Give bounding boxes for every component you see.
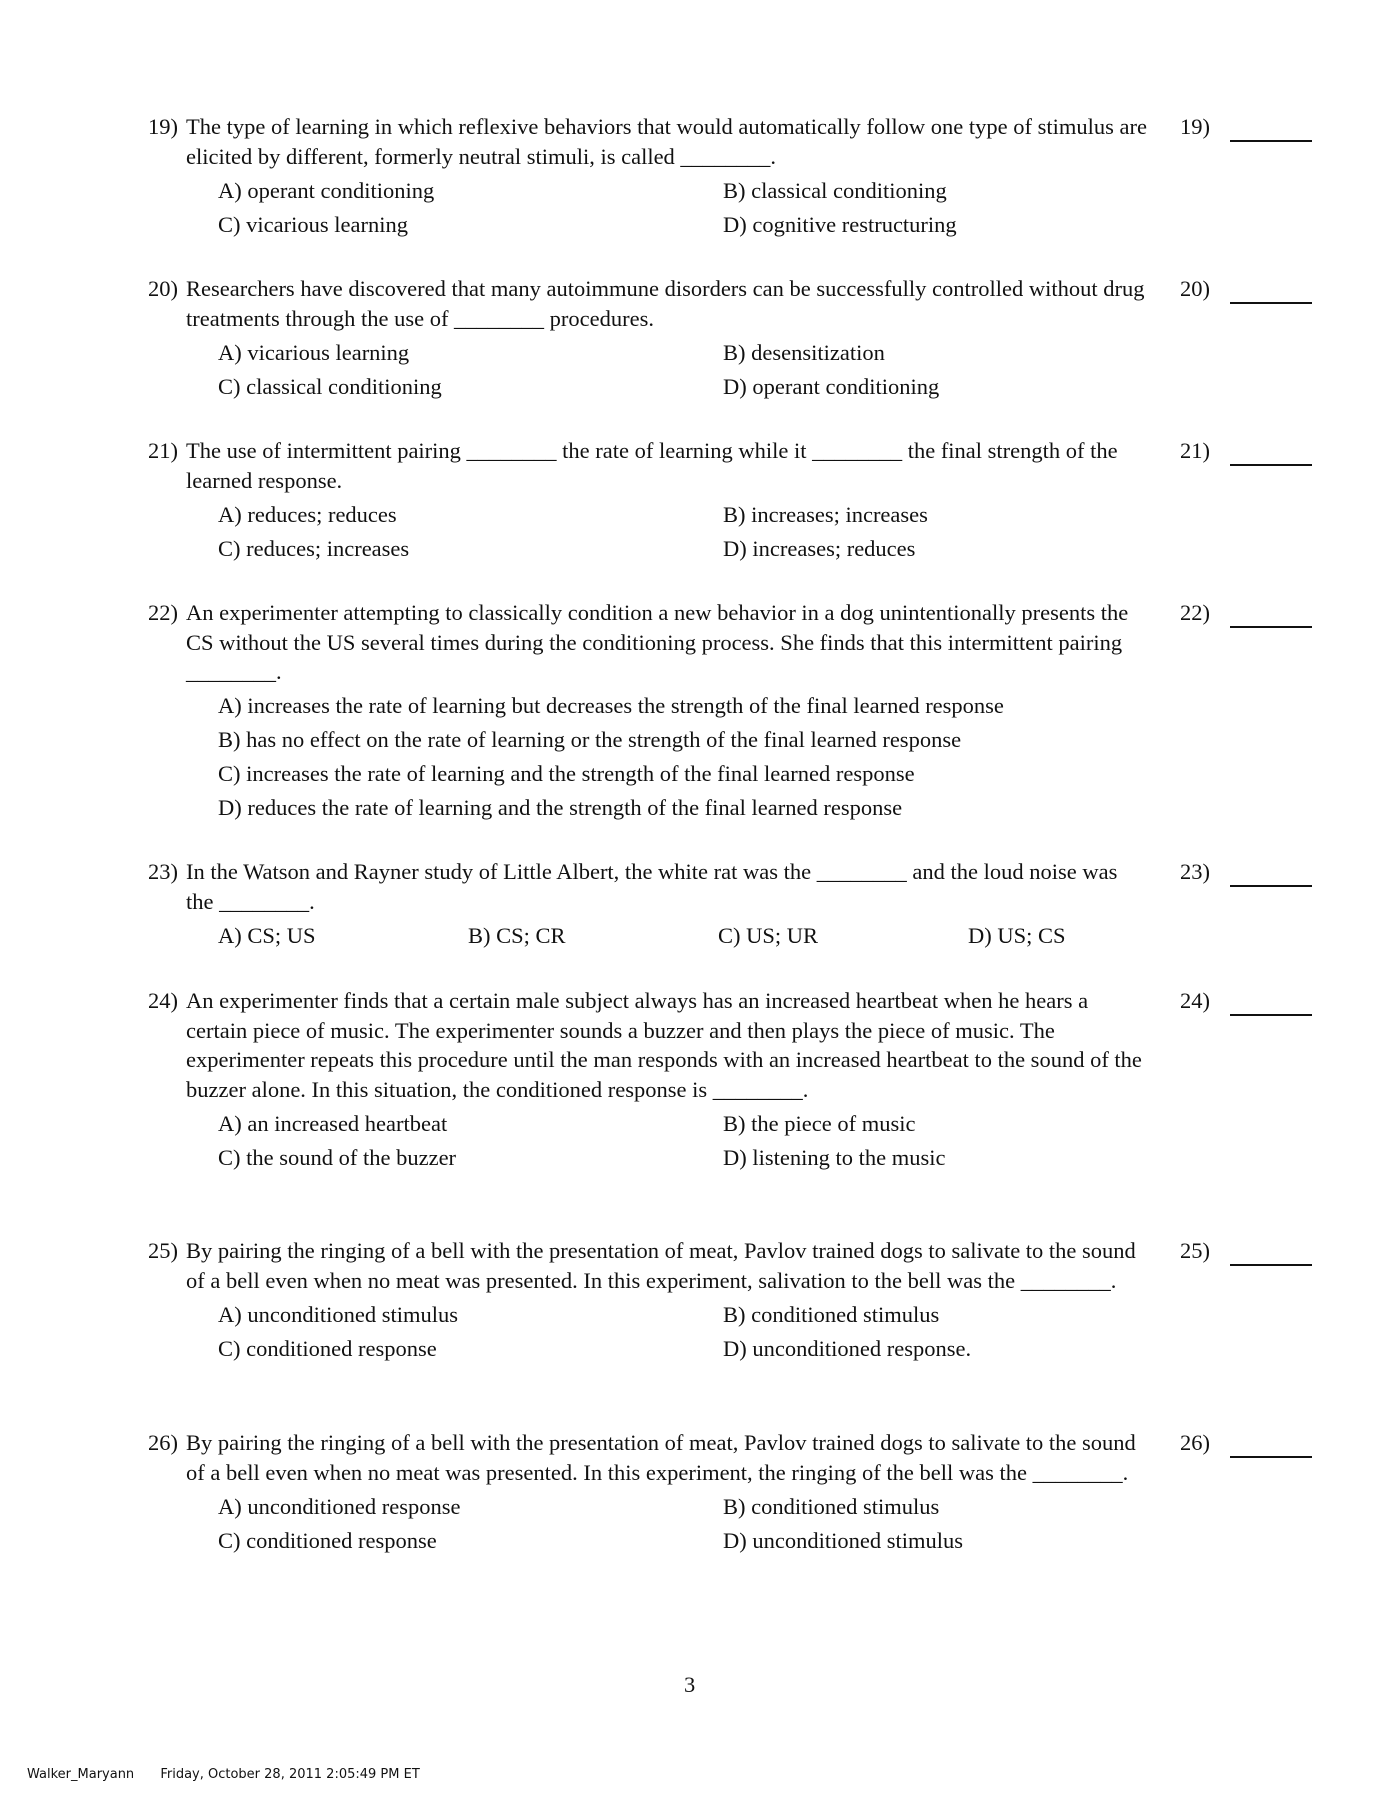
option-b: B) conditioned stimulus [723,1493,940,1519]
answer-blank-line[interactable] [1230,302,1312,304]
answer-blank-line[interactable] [1230,140,1312,142]
option-a: A) operant conditioning [218,177,435,203]
answer-blank-line[interactable] [1230,885,1312,887]
answer-slot-23[interactable] [1180,857,1210,887]
answer-number: 22) [1180,600,1210,625]
option-d: D) cognitive restructuring [723,211,957,237]
option-c: C) increases the rate of learning and the strength of the final learned response [218,761,915,786]
option-b: B) classical conditioning [723,177,947,203]
answer-blank-line[interactable] [1230,626,1312,628]
print-footer [27,1767,442,1782]
question-stem: By pairing the ringing of a bell with the presentation of meat, Pavlov trained dogs to salivate to the sound of a bell even when no meat was presented. In this experiment, salivation to the bell was the ________. [186,1238,1136,1293]
answer-slot-19[interactable] [1180,112,1210,142]
option-d: D) increases; reduces [723,535,916,561]
question-stem: The type of learning in which reflexive behaviors that would automatically follow one type of stimulus are elicited by different, formerly neutral stimuli, is called ________. [186,114,1147,169]
answer-blank-line[interactable] [1230,1456,1312,1458]
question-stem: Researchers have discovered that many autoimmune disorders can be successfully controlled without drug treatments through the use of ________ procedures. [186,276,1145,331]
question-26 [148,1428,1148,1555]
question-21 [148,436,1148,563]
question-23 [148,857,1148,950]
answer-blank-line[interactable] [1230,1264,1312,1266]
option-b: B) desensitization [723,339,885,365]
option-c: C) the sound of the buzzer [218,1144,457,1170]
option-a: A) CS; US [218,922,316,948]
question-stem: An experimenter attempting to classically condition a new behavior in a dog unintentionally presents the CS without the US several times during the conditioning process. She finds that this intermittent pairing ________. [186,600,1129,684]
option-a: A) reduces; reduces [218,501,397,527]
answer-slot-25[interactable] [1180,1236,1210,1266]
option-c: C) US; UR [718,922,819,948]
footer-user: Walker_Maryann [27,1767,135,1782]
option-b: B) conditioned stimulus [723,1301,940,1327]
question-stem: In the Watson and Rayner study of Little Albert, the white rat was the ________ and the loud noise was the ________. [186,859,1118,914]
option-d: D) operant conditioning [723,373,940,399]
question-number: 21) [148,438,178,463]
page-number: 3 [684,1672,696,1697]
option-d: D) reduces the rate of learning and the strength of the final learned response [218,795,903,820]
question-24 [148,986,1148,1172]
option-b: B) has no effect on the rate of learning or the strength of the final learned response [218,727,962,752]
answer-number: 23) [1180,859,1210,884]
answer-slot-21[interactable] [1180,436,1210,466]
option-a: A) increases the rate of learning but decreases the strength of the final learned response [218,693,1004,718]
question-number: 25) [148,1238,178,1263]
answer-slot-20[interactable] [1180,274,1210,304]
option-a: A) unconditioned stimulus [218,1301,458,1327]
option-b: B) the piece of music [723,1110,916,1136]
answer-slot-24[interactable] [1180,986,1210,1016]
answer-blank-line[interactable] [1230,1014,1312,1016]
question-stem: By pairing the ringing of a bell with the presentation of meat, Pavlov trained dogs to salivate to the sound of a bell even when no meat was presented. In this experiment, the ringing of the bell was the ________. [186,1430,1136,1485]
question-22 [148,598,1148,823]
option-c: C) conditioned response [218,1335,437,1361]
answer-slot-26[interactable] [1180,1428,1210,1458]
answer-number: 20) [1180,276,1210,301]
option-b: B) increases; increases [723,501,928,527]
question-number: 20) [148,276,178,301]
answer-number: 19) [1180,114,1210,139]
question-number: 24) [148,988,178,1013]
question-stem: An experimenter finds that a certain male subject always has an increased heartbeat when he hears a certain piece of music. The experimenter sounds a buzzer and then plays the piece of music. The experimenter repeats this procedure until the man responds with an increased heartbeat to the sound of the buzzer alone. In this situation, the conditioned response is ________. [186,988,1142,1102]
question-25 [148,1236,1148,1363]
answer-number: 24) [1180,988,1210,1013]
option-a: A) an increased heartbeat [218,1110,448,1136]
question-19 [148,112,1148,239]
option-d: D) listening to the music [723,1144,946,1170]
option-d: D) unconditioned stimulus [723,1527,963,1553]
answer-slot-22[interactable] [1180,598,1210,628]
question-stem: The use of intermittent pairing ________ the rate of learning while it ________ the final strength of the learned response. [186,438,1118,493]
answer-blank-line[interactable] [1230,464,1312,466]
answer-number: 25) [1180,1238,1210,1263]
option-c: C) classical conditioning [218,373,442,399]
option-b: B) CS; CR [468,922,566,948]
answer-number: 21) [1180,438,1210,463]
footer-timestamp: Friday, October 28, 2011 2:05:49 PM ET [160,1767,420,1782]
option-c: C) reduces; increases [218,535,410,561]
question-number: 19) [148,114,178,139]
option-a: A) vicarious learning [218,339,410,365]
question-number: 22) [148,600,178,625]
option-c: C) conditioned response [218,1527,437,1553]
option-c: C) vicarious learning [218,211,408,237]
answer-number: 26) [1180,1430,1210,1455]
question-20 [148,274,1148,401]
option-a: A) unconditioned response [218,1493,461,1519]
option-d: D) unconditioned response. [723,1335,972,1361]
option-d: D) US; CS [968,922,1066,948]
question-number: 23) [148,859,178,884]
question-number: 26) [148,1430,178,1455]
